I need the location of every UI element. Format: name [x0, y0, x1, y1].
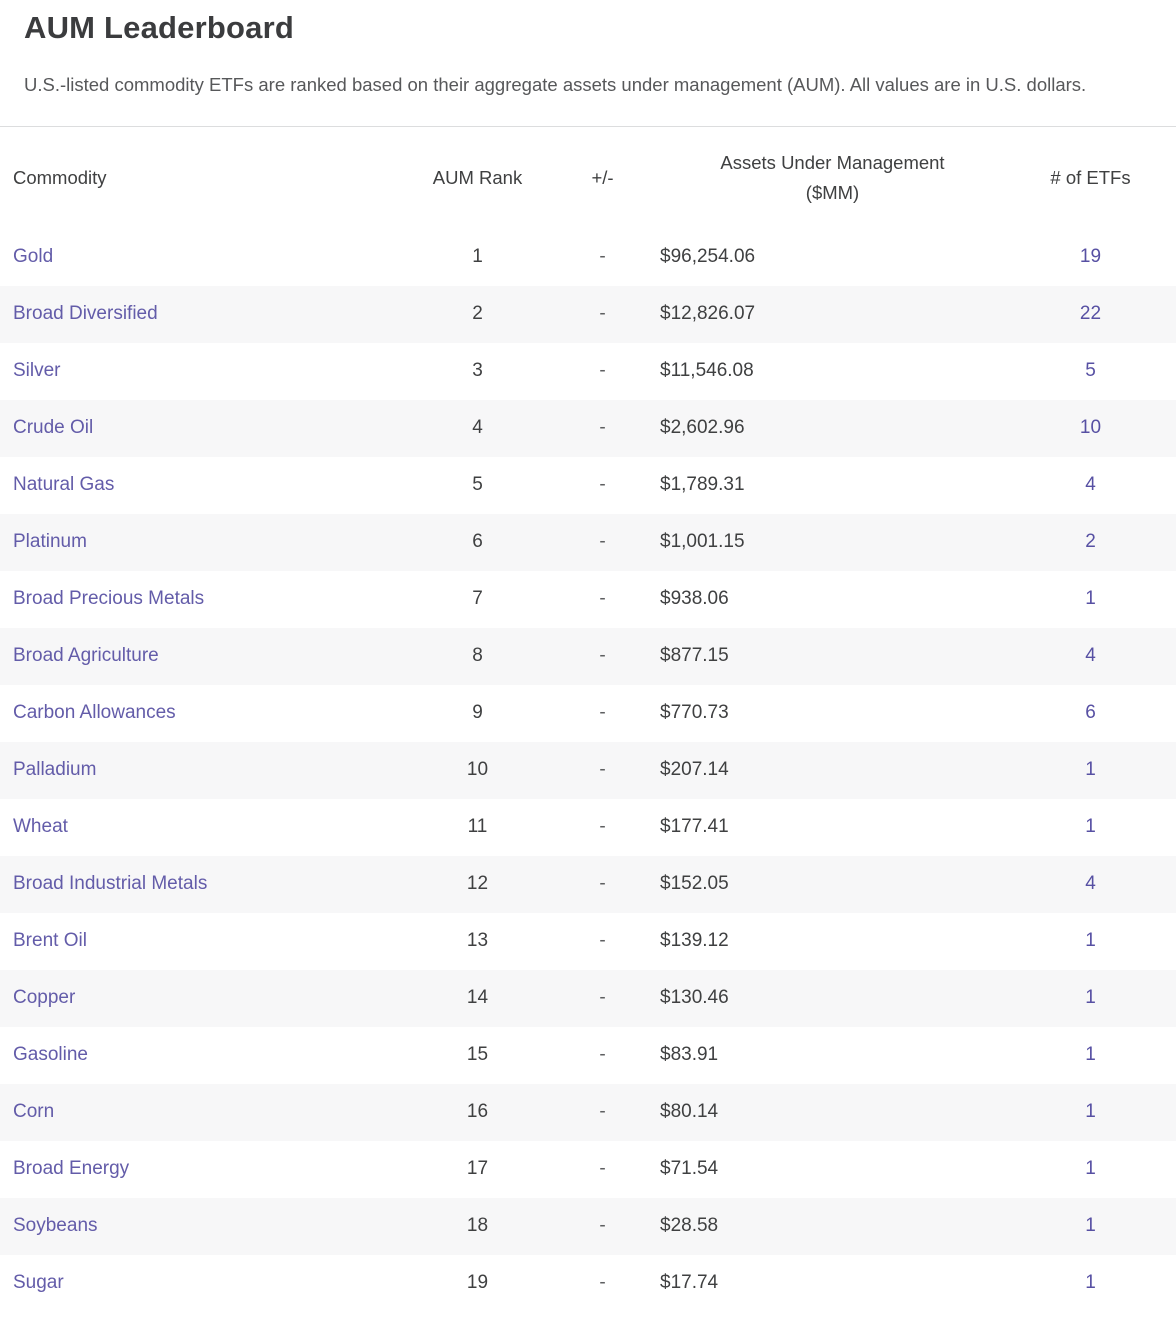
cell-etf-count — [1005, 913, 1176, 970]
cell-aum: $12,826.07 — [660, 303, 756, 324]
cell-commodity — [0, 571, 410, 628]
cell-etf-count — [1005, 742, 1176, 799]
cell-etf-count — [1005, 229, 1176, 286]
cell-commodity — [0, 286, 410, 343]
etf-count-link[interactable]: 2 — [1085, 531, 1096, 552]
cell-aum: $877.15 — [660, 645, 729, 666]
etf-count-link[interactable]: 1 — [1085, 930, 1096, 951]
cell-aum-rank: 16 — [466, 1101, 489, 1122]
cell-change: - — [599, 303, 606, 324]
commodity-link[interactable]: Sugar — [13, 1272, 64, 1293]
table-row — [0, 799, 1176, 856]
commodity-link[interactable]: Broad Precious Metals — [13, 588, 205, 609]
cell-aum-rank: 14 — [466, 987, 489, 1008]
cell-aum-rank: 11 — [467, 816, 488, 837]
cell-etf-count — [1005, 970, 1176, 1027]
cell-commodity — [0, 1084, 410, 1141]
cell-change: - — [599, 1044, 606, 1065]
table-row — [0, 229, 1176, 286]
cell-change: - — [599, 987, 606, 1008]
column-header-aum-rank: AUM Rank — [432, 166, 523, 188]
commodity-link[interactable]: Broad Energy — [13, 1158, 130, 1179]
cell-etf-count — [1005, 571, 1176, 628]
cell-aum-rank: 2 — [472, 303, 483, 324]
cell-change: - — [599, 1158, 606, 1179]
commodity-link[interactable]: Brent Oil — [13, 930, 87, 951]
cell-aum: $139.12 — [660, 930, 729, 951]
cell-change: - — [599, 816, 606, 837]
etf-count-link[interactable]: 4 — [1085, 474, 1096, 495]
cell-etf-count — [1005, 799, 1176, 856]
commodity-link[interactable]: Silver — [13, 360, 61, 381]
cell-aum-rank: 17 — [466, 1158, 489, 1179]
cell-aum: $17.74 — [660, 1272, 719, 1293]
commodity-link[interactable]: Wheat — [13, 816, 68, 837]
cell-commodity — [0, 970, 410, 1027]
table-row — [0, 343, 1176, 400]
commodity-link[interactable]: Palladium — [13, 759, 97, 780]
cell-aum-rank: 3 — [472, 360, 483, 381]
aum-leaderboard-table — [0, 126, 1176, 1312]
cell-change: - — [599, 1101, 606, 1122]
cell-commodity — [0, 1141, 410, 1198]
cell-aum: $83.91 — [660, 1044, 719, 1065]
cell-commodity — [0, 457, 410, 514]
page-title: AUM Leaderboard — [24, 10, 294, 45]
table-header — [0, 127, 1176, 229]
cell-commodity — [0, 742, 410, 799]
cell-aum-rank: 9 — [472, 702, 483, 723]
table-row — [0, 1198, 1176, 1255]
cell-change: - — [599, 417, 606, 438]
etf-count-link[interactable]: 1 — [1085, 588, 1096, 609]
cell-aum: $1,001.15 — [660, 531, 745, 552]
cell-change: - — [599, 531, 606, 552]
cell-etf-count — [1005, 856, 1176, 913]
leaderboard-body — [0, 229, 1176, 1312]
commodity-link[interactable]: Broad Agriculture — [13, 645, 159, 666]
cell-aum: $96,254.06 — [660, 246, 756, 267]
table-row — [0, 970, 1176, 1027]
table-row — [0, 1084, 1176, 1141]
cell-aum: $207.14 — [660, 759, 729, 780]
table-row — [0, 1255, 1176, 1312]
etf-count-link[interactable]: 6 — [1085, 702, 1096, 723]
cell-commodity — [0, 799, 410, 856]
cell-commodity — [0, 1027, 410, 1084]
commodity-link[interactable]: Gasoline — [13, 1044, 88, 1065]
cell-aum: $152.05 — [660, 873, 729, 894]
cell-etf-count — [1005, 1255, 1176, 1312]
cell-etf-count — [1005, 514, 1176, 571]
cell-commodity — [0, 1255, 410, 1312]
commodity-link[interactable]: Carbon Allowances — [13, 702, 176, 723]
cell-aum-rank: 6 — [472, 531, 483, 552]
commodity-link[interactable]: Soybeans — [13, 1215, 98, 1236]
table-row — [0, 913, 1176, 970]
commodity-link[interactable]: Copper — [13, 987, 76, 1008]
cell-aum: $80.14 — [660, 1101, 719, 1122]
cell-commodity — [0, 856, 410, 913]
table-row — [0, 400, 1176, 457]
etf-count-link[interactable]: 10 — [1079, 417, 1102, 438]
page-subtitle: U.S.-listed commodity ETFs are ranked based on their aggregate assets under management (AUM). All values are in U.S. dollars. — [24, 74, 1087, 95]
etf-count-link[interactable]: 1 — [1085, 1158, 1096, 1179]
table-row — [0, 571, 1176, 628]
table-row — [0, 514, 1176, 571]
etf-count-link[interactable]: 1 — [1085, 1272, 1096, 1293]
column-header-change: +/- — [591, 166, 614, 188]
etf-count-link[interactable]: 1 — [1085, 987, 1096, 1008]
cell-change: - — [599, 702, 606, 723]
cell-change: - — [599, 759, 606, 780]
cell-aum: $11,546.08 — [660, 360, 754, 381]
cell-change: - — [599, 1215, 606, 1236]
cell-aum: $1,789.31 — [660, 474, 745, 495]
table-row — [0, 457, 1176, 514]
cell-aum-rank: 10 — [466, 759, 489, 780]
table-row — [0, 1141, 1176, 1198]
cell-commodity — [0, 685, 410, 742]
table-header-row — [0, 127, 1176, 229]
etf-count-link[interactable]: 1 — [1085, 1044, 1096, 1065]
cell-aum: $938.06 — [660, 588, 729, 609]
table-row — [0, 742, 1176, 799]
cell-change: - — [599, 645, 606, 666]
cell-change: - — [599, 474, 606, 495]
column-header-aum-line1: Assets Under Management — [720, 151, 945, 173]
cell-etf-count — [1005, 400, 1176, 457]
etf-count-link[interactable]: 1 — [1085, 1215, 1096, 1236]
etf-count-link[interactable]: 1 — [1085, 759, 1096, 780]
cell-aum-rank: 18 — [466, 1215, 489, 1236]
column-header-aum — [660, 127, 1005, 229]
cell-aum-rank: 1 — [472, 246, 483, 267]
etf-count-link[interactable]: 22 — [1079, 303, 1102, 324]
cell-aum-rank: 7 — [472, 588, 483, 609]
cell-commodity — [0, 1198, 410, 1255]
cell-aum: $130.46 — [660, 987, 729, 1008]
cell-etf-count — [1005, 1141, 1176, 1198]
cell-commodity — [0, 229, 410, 286]
cell-etf-count — [1005, 286, 1176, 343]
commodity-link[interactable]: Broad Diversified — [13, 303, 158, 324]
commodity-link[interactable]: Broad Industrial Metals — [13, 873, 208, 894]
etf-count-link[interactable]: 1 — [1085, 1101, 1096, 1122]
cell-aum: $28.58 — [660, 1215, 719, 1236]
etf-count-link[interactable]: 4 — [1085, 873, 1096, 894]
cell-aum-rank: 19 — [466, 1272, 489, 1293]
cell-aum-rank: 5 — [472, 474, 483, 495]
cell-change: - — [599, 588, 606, 609]
cell-commodity — [0, 628, 410, 685]
column-header-etf-count: # of ETFs — [1050, 166, 1131, 188]
cell-aum-rank: 13 — [466, 930, 489, 951]
cell-etf-count — [1005, 1027, 1176, 1084]
commodity-link[interactable]: Crude Oil — [13, 417, 94, 438]
etf-count-link[interactable]: 19 — [1079, 246, 1102, 267]
table-row — [0, 1027, 1176, 1084]
etf-count-link[interactable]: 5 — [1085, 360, 1096, 381]
cell-commodity — [0, 400, 410, 457]
column-header-aum-line2: ($MM) — [805, 181, 860, 203]
cell-etf-count — [1005, 457, 1176, 514]
cell-aum-rank: 12 — [466, 873, 489, 894]
cell-change: - — [599, 246, 606, 267]
cell-aum-rank: 15 — [466, 1044, 489, 1065]
cell-etf-count — [1005, 1084, 1176, 1141]
cell-aum: $770.73 — [660, 702, 729, 723]
cell-change: - — [599, 930, 606, 951]
table-row — [0, 286, 1176, 343]
cell-change: - — [599, 1272, 606, 1293]
cell-change: - — [599, 360, 606, 381]
etf-count-link[interactable]: 4 — [1085, 645, 1096, 666]
cell-etf-count — [1005, 1198, 1176, 1255]
table-row — [0, 856, 1176, 913]
cell-aum-rank: 8 — [472, 645, 483, 666]
commodity-link[interactable]: Gold — [13, 246, 54, 267]
cell-commodity — [0, 913, 410, 970]
cell-commodity — [0, 514, 410, 571]
cell-aum-rank: 4 — [472, 417, 483, 438]
commodity-link[interactable]: Corn — [13, 1101, 55, 1122]
column-header-commodity: Commodity — [13, 166, 107, 188]
cell-etf-count — [1005, 343, 1176, 400]
etf-count-link[interactable]: 1 — [1085, 816, 1096, 837]
table-row — [0, 685, 1176, 742]
cell-etf-count — [1005, 685, 1176, 742]
cell-aum: $177.41 — [660, 816, 729, 837]
cell-commodity — [0, 343, 410, 400]
commodity-link[interactable]: Platinum — [13, 531, 87, 552]
cell-change: - — [599, 873, 606, 894]
cell-etf-count — [1005, 628, 1176, 685]
commodity-link[interactable]: Natural Gas — [13, 474, 115, 495]
cell-aum: $71.54 — [660, 1158, 719, 1179]
table-row — [0, 628, 1176, 685]
cell-aum: $2,602.96 — [660, 417, 745, 438]
